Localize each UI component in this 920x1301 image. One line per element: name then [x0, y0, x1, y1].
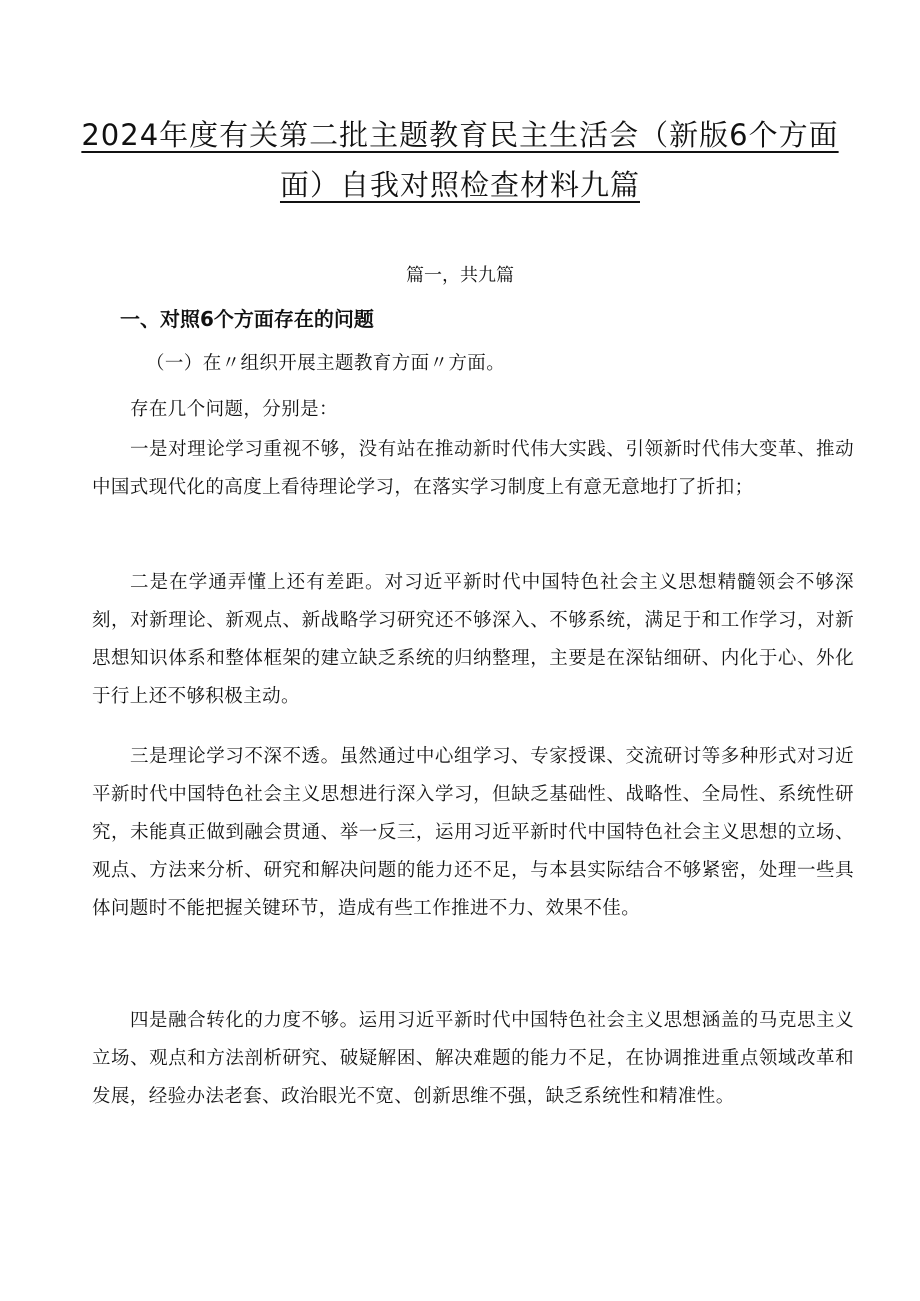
paragraph-3: 三是理论学习不深不透。虽然通过中心组学习、专家授课、交流研讨等多种形式对习近平新时代中国特色社会主义思想进行深入学习，但缺乏基础性、战略性、全局性、系统性研究，未能真正做到融会贯通、举一反三，运用习近平新时代中国特色社会主义思想的立场、观点、方法来分析、研究和解决问题的能力还不足，与本县实际结合不够紧密，处理一些具体问题时不能把握关键环节，造成有些工作推进不力、效果不佳。 [92, 746, 854, 919]
title-line-1: 2024年度有关第二批主题教育民主生活会（新版6个方面 [81, 118, 839, 152]
title-line-2: 面）自我对照检查材料九篇 [279, 168, 640, 202]
intro-text: 存在几个问题，分别是： [130, 399, 338, 420]
paragraph-2: 二是在学通弄懂上还有差距。对习近平新时代中国特色社会主义思想精髓领会不够深刻，对新理论、新观点、新战略学习研究还不够深入、不够系统，满足于和工作学习，对新思想知识体系和整体框架的建立缺乏系统的归纳整理，主要是在深钻细研、内化于心、外化于行上还不够积极主动。 [92, 572, 854, 707]
article-subtitle: 篇一，共九篇 [406, 265, 514, 286]
subsection-heading: （一）在〃组织开展主题教育方面〃方面。 [146, 353, 506, 374]
section-heading: 一、对照6个方面存在的问题 [120, 307, 374, 331]
paragraph-1: 一是对理论学习重视不够，没有站在推动新时代伟大实践、引领新时代伟大变革、推动中国式现代化的高度上看待理论学习，在落实学习制度上有意无意地打了折扣； [92, 439, 854, 498]
document-title [70, 110, 850, 210]
paragraph-4: 四是融合转化的力度不够。运用习近平新时代中国特色社会主义思想涵盖的马克思主义立场、观点和方法剖析研究、破疑解困、解决难题的能力不足，在协调推进重点领域改革和发展，经验办法老套、政治眼光不宽、创新思维不强，缺乏系统性和精准性。 [92, 1010, 854, 1107]
